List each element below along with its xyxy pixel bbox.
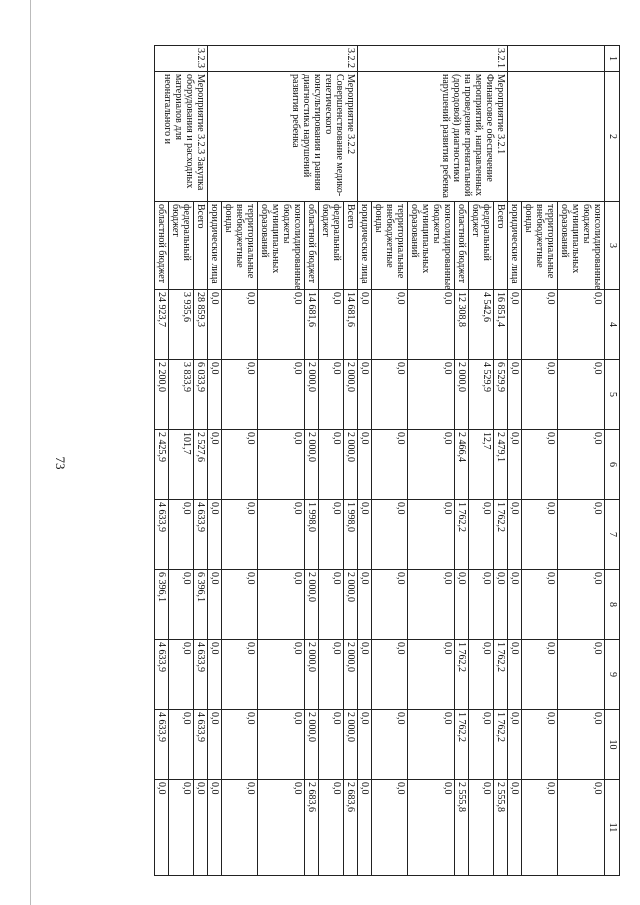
amount-cell: 2 466,4 — [455, 430, 469, 500]
funding-source: территориальные внебюджетные фонды — [522, 202, 558, 290]
amount-cell: 2 000,0 — [305, 640, 319, 710]
amount-cell: 0,0 — [319, 710, 344, 780]
amount-cell: 2 555,8 — [494, 780, 508, 876]
amount-cell: 0,0 — [208, 500, 222, 570]
table-row — [194, 46, 208, 876]
amount-cell: 0,0 — [208, 780, 222, 876]
amount-cell: 0,0 — [258, 430, 305, 500]
amount-cell: 0,0 — [508, 640, 522, 710]
funding-source: юридические лица — [208, 202, 222, 290]
amount-cell: 0,0 — [508, 710, 522, 780]
amount-cell: 0,0 — [222, 430, 258, 500]
amount-cell: 12,7 — [469, 430, 494, 500]
amount-cell: 1 998,0 — [344, 500, 358, 570]
amount-cell: 6 396,1 — [155, 570, 169, 640]
amount-cell: 0,0 — [558, 290, 605, 360]
amount-cell: 0,0 — [408, 290, 455, 360]
amount-cell: 0,0 — [358, 290, 372, 360]
column-header: 4 — [605, 290, 620, 360]
amount-cell: 6 033,9 — [194, 360, 208, 430]
amount-cell: 4 542,6 — [469, 290, 494, 360]
amount-cell: 0,0 — [319, 500, 344, 570]
amount-cell: 0,0 — [494, 570, 508, 640]
amount-cell: 0,0 — [222, 710, 258, 780]
amount-cell: 0,0 — [222, 570, 258, 640]
funding-source: территориальные внебюджетные фонды — [372, 202, 408, 290]
funding-source: Всего — [344, 202, 358, 290]
amount-cell: 1 762,2 — [494, 710, 508, 780]
amount-cell: 3 833,9 — [169, 360, 194, 430]
amount-cell: 4 633,9 — [194, 640, 208, 710]
amount-cell: 0,0 — [558, 640, 605, 710]
amount-cell: 0,0 — [358, 710, 372, 780]
amount-cell: 2 527,6 — [194, 430, 208, 500]
amount-cell: 0,0 — [258, 360, 305, 430]
amount-cell: 0,0 — [408, 360, 455, 430]
amount-cell: 0,0 — [258, 640, 305, 710]
amount-cell: 0,0 — [522, 780, 558, 876]
amount-cell: 0,0 — [408, 570, 455, 640]
column-header: 10 — [605, 710, 620, 780]
table-row — [494, 46, 508, 876]
amount-cell: 2 000,0 — [344, 710, 358, 780]
amount-cell: 0,0 — [372, 290, 408, 360]
amount-cell: 0,0 — [169, 710, 194, 780]
amount-cell: 0,0 — [455, 570, 469, 640]
funding-source: областной бюджет — [455, 202, 469, 290]
activity-name: Мероприятие 3.2.3 Закупка оборудования и расходных материалов для неонатального и — [155, 72, 208, 202]
amount-cell: 0,0 — [372, 780, 408, 876]
amount-cell: 0,0 — [408, 500, 455, 570]
amount-cell: 0,0 — [319, 290, 344, 360]
amount-cell: 0,0 — [558, 360, 605, 430]
header-row — [605, 46, 620, 876]
amount-cell: 2 000,0 — [455, 360, 469, 430]
amount-cell: 0,0 — [222, 360, 258, 430]
table-row — [344, 46, 358, 876]
amount-cell: 0,0 — [558, 430, 605, 500]
amount-cell: 0,0 — [372, 430, 408, 500]
amount-cell: 0,0 — [358, 780, 372, 876]
funding-source: федеральный бюджет — [469, 202, 494, 290]
amount-cell: 0,0 — [372, 360, 408, 430]
amount-cell: 2 555,8 — [455, 780, 469, 876]
activity-name — [508, 72, 605, 202]
amount-cell: 24 923,7 — [155, 290, 169, 360]
funding-source: федеральный бюджет — [319, 202, 344, 290]
amount-cell: 0,0 — [558, 710, 605, 780]
amount-cell: 0,0 — [372, 640, 408, 710]
amount-cell: 0,0 — [169, 500, 194, 570]
amount-cell: 1 762,2 — [455, 500, 469, 570]
amount-cell: 0,0 — [319, 570, 344, 640]
amount-cell: 1 762,2 — [494, 500, 508, 570]
amount-cell: 4 633,9 — [155, 710, 169, 780]
amount-cell: 4 633,9 — [155, 640, 169, 710]
table-row — [558, 46, 605, 876]
amount-cell: 2 200,0 — [155, 360, 169, 430]
amount-cell: 2 000,0 — [305, 360, 319, 430]
amount-cell: 0,0 — [319, 360, 344, 430]
amount-cell: 0,0 — [169, 570, 194, 640]
amount-cell: 1 998,0 — [305, 500, 319, 570]
amount-cell: 0,0 — [358, 500, 372, 570]
column-header: 7 — [605, 500, 620, 570]
amount-cell: 0,0 — [408, 710, 455, 780]
column-header: 9 — [605, 640, 620, 710]
funding-source: консолидированные бюджеты муниципальных образований — [408, 202, 455, 290]
amount-cell: 0,0 — [222, 500, 258, 570]
amount-cell: 14 681,6 — [305, 290, 319, 360]
amount-cell: 1 762,2 — [494, 640, 508, 710]
funding-source: федеральный бюджет — [169, 202, 194, 290]
amount-cell: 2 425,9 — [155, 430, 169, 500]
amount-cell: 0,0 — [558, 500, 605, 570]
funding-source: консолидированные бюджеты муниципальных образований — [558, 202, 605, 290]
amount-cell: 0,0 — [408, 640, 455, 710]
amount-cell: 0,0 — [169, 640, 194, 710]
amount-cell: 0,0 — [194, 780, 208, 876]
amount-cell: 0,0 — [522, 640, 558, 710]
scan-edge-line — [30, 0, 31, 905]
amount-cell: 0,0 — [319, 780, 344, 876]
amount-cell: 0,0 — [469, 570, 494, 640]
amount-cell: 4 529,9 — [469, 360, 494, 430]
amount-cell: 0,0 — [558, 780, 605, 876]
amount-cell: 2 000,0 — [305, 570, 319, 640]
amount-cell: 4 633,9 — [194, 710, 208, 780]
amount-cell: 0,0 — [222, 290, 258, 360]
amount-cell: 2 000,0 — [344, 430, 358, 500]
amount-cell: 4 633,9 — [194, 500, 208, 570]
amount-cell: 2 000,0 — [305, 710, 319, 780]
amount-cell: 0,0 — [469, 710, 494, 780]
activity-name: Мероприятие 3.2.1 Финансовое обеспечение мероприятий, направленных на проведение пренатальной (дородовой) диагностики нарушений развития ребенка — [358, 72, 508, 202]
amount-cell: 2 000,0 — [344, 640, 358, 710]
amount-cell: 0,0 — [522, 710, 558, 780]
amount-cell: 0,0 — [508, 780, 522, 876]
amount-cell: 0,0 — [319, 640, 344, 710]
funding-source: территориальные внебюджетные фонды — [222, 202, 258, 290]
amount-cell: 0,0 — [358, 430, 372, 500]
amount-cell: 0,0 — [208, 640, 222, 710]
amount-cell: 0,0 — [222, 640, 258, 710]
amount-cell: 2 000,0 — [305, 430, 319, 500]
funding-source: Всего — [494, 202, 508, 290]
amount-cell: 0,0 — [469, 500, 494, 570]
amount-cell: 0,0 — [372, 710, 408, 780]
amount-cell: 1 762,2 — [455, 640, 469, 710]
amount-cell: 2 479,1 — [494, 430, 508, 500]
amount-cell: 0,0 — [319, 430, 344, 500]
amount-cell: 0,0 — [258, 780, 305, 876]
amount-cell: 0,0 — [522, 500, 558, 570]
column-header: 3 — [605, 202, 620, 290]
amount-cell: 2 683,6 — [305, 780, 319, 876]
amount-cell: 2 000,0 — [344, 570, 358, 640]
amount-cell: 0,0 — [208, 570, 222, 640]
amount-cell: 0,0 — [522, 430, 558, 500]
amount-cell: 0,0 — [358, 570, 372, 640]
amount-cell: 0,0 — [258, 500, 305, 570]
amount-cell: 0,0 — [208, 710, 222, 780]
page-number: 73 — [53, 456, 68, 470]
funding-source: областной бюджет — [305, 202, 319, 290]
amount-cell: 2 683,6 — [344, 780, 358, 876]
amount-cell: 0,0 — [258, 570, 305, 640]
table-body — [155, 46, 605, 876]
amount-cell: 0,0 — [558, 570, 605, 640]
activity-name: Мероприятие 3.2.2 Совершенствование медико-генетического консультирования и ранняя диагностика нарушений развития ребенка — [208, 72, 358, 202]
funding-source: областной бюджет — [155, 202, 169, 290]
amount-cell: 0,0 — [208, 430, 222, 500]
column-header: 5 — [605, 360, 620, 430]
amount-cell: 3 935,6 — [169, 290, 194, 360]
amount-cell: 0,0 — [522, 290, 558, 360]
column-header: 6 — [605, 430, 620, 500]
funding-source: Всего — [194, 202, 208, 290]
amount-cell: 0,0 — [372, 500, 408, 570]
amount-cell: 0,0 — [522, 570, 558, 640]
budget-table — [154, 45, 620, 876]
amount-cell: 0,0 — [408, 780, 455, 876]
amount-cell: 14 681,6 — [344, 290, 358, 360]
funding-source: консолидированные бюджеты муниципальных образований — [258, 202, 305, 290]
amount-cell: 0,0 — [358, 360, 372, 430]
amount-cell: 0,0 — [469, 780, 494, 876]
column-header: 11 — [605, 780, 620, 876]
amount-cell: 0,0 — [208, 360, 222, 430]
amount-cell: 0,0 — [522, 360, 558, 430]
amount-cell: 0,0 — [169, 780, 194, 876]
amount-cell: 101,7 — [169, 430, 194, 500]
amount-cell: 4 633,9 — [155, 500, 169, 570]
rotated-page — [88, 45, 620, 875]
activity-id: 3.2.3 — [155, 46, 208, 72]
column-header: 8 — [605, 570, 620, 640]
amount-cell: 0,0 — [508, 570, 522, 640]
amount-cell: 0,0 — [469, 640, 494, 710]
amount-cell: 0,0 — [258, 290, 305, 360]
amount-cell: 0,0 — [408, 430, 455, 500]
amount-cell: 0,0 — [155, 780, 169, 876]
amount-cell: 0,0 — [508, 500, 522, 570]
amount-cell: 2 000,0 — [344, 360, 358, 430]
amount-cell: 0,0 — [508, 290, 522, 360]
activity-id: 3.2.1 — [358, 46, 508, 72]
funding-source: юридические лица — [508, 202, 522, 290]
activity-id: 3.2.2 — [208, 46, 358, 72]
funding-source: юридические лица — [358, 202, 372, 290]
amount-cell: 0,0 — [222, 780, 258, 876]
amount-cell: 0,0 — [258, 710, 305, 780]
column-header: 2 — [605, 72, 620, 202]
amount-cell: 6 396,1 — [194, 570, 208, 640]
amount-cell: 0,0 — [372, 570, 408, 640]
column-header: 1 — [605, 46, 620, 72]
amount-cell: 0,0 — [508, 360, 522, 430]
amount-cell: 1 762,2 — [455, 710, 469, 780]
amount-cell: 0,0 — [508, 430, 522, 500]
amount-cell: 16 851,4 — [494, 290, 508, 360]
activity-id — [508, 46, 605, 72]
amount-cell: 28 859,3 — [194, 290, 208, 360]
amount-cell: 0,0 — [358, 640, 372, 710]
amount-cell: 6 529,9 — [494, 360, 508, 430]
amount-cell: 0,0 — [208, 290, 222, 360]
amount-cell: 12 308,8 — [455, 290, 469, 360]
